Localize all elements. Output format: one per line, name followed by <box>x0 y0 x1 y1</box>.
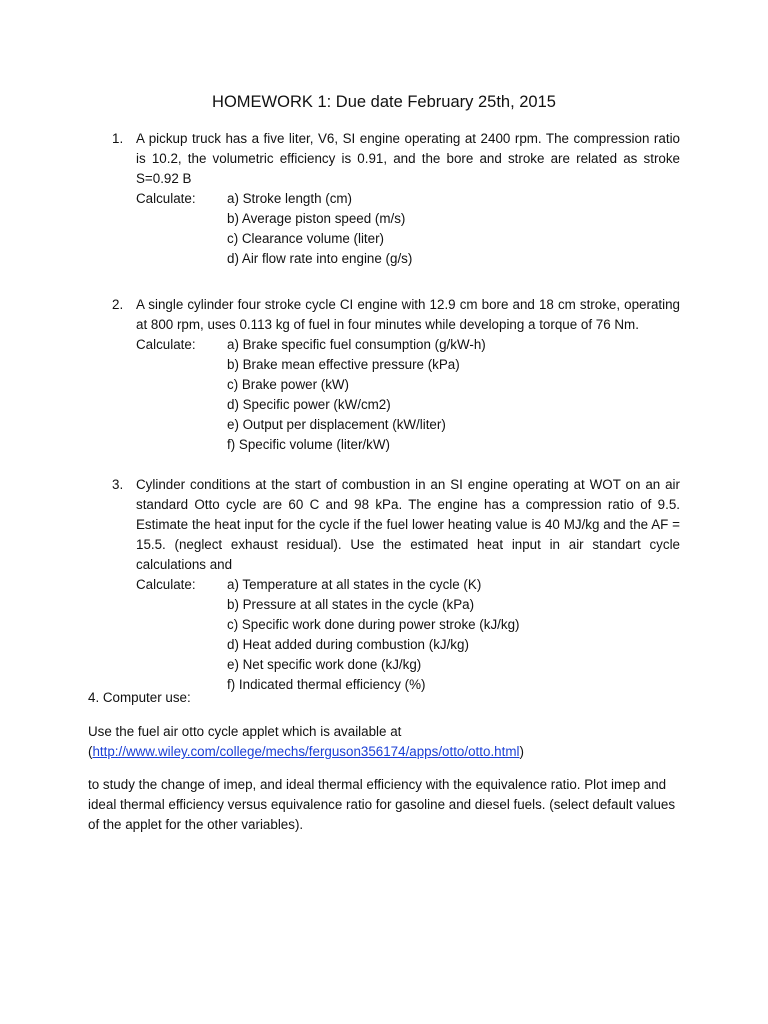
problem-number: 2. <box>112 297 124 312</box>
problem-3 <box>112 475 680 695</box>
calc-item: d) Specific power (kW/cm2) <box>227 397 391 412</box>
problem-text: Cylinder conditions at the start of combustion in an SI engine operating at WOT on an air standard Otto cycle are 60 C and 98 kPa. The engine has a compression ratio of 9.5. Estimate the heat input for the cycle if the fuel lower heating value is 40 MJ/kg and the AF = 15.5. (neglect exhaust residual). Use the estimated heat input in air standart cycle calculations and <box>136 477 680 572</box>
problem-text: A pickup truck has a five liter, V6, SI engine operating at 2400 rpm. The compression ratio is 10.2, the volumetric efficiency is 0.91, and the bore and stroke are related as stroke S=0.92 B <box>136 131 680 186</box>
link-open-paren: ( <box>88 744 93 759</box>
calc-item: b) Average piston speed (m/s) <box>227 211 406 226</box>
calc-item: f) Indicated thermal efficiency (%) <box>227 677 426 692</box>
calc-item: d) Air flow rate into engine (g/s) <box>227 251 413 266</box>
calculate-label: Calculate: <box>136 577 196 592</box>
applet-instructions: to study the change of imep, and ideal thermal efficiency with the equivalence ratio. Plot imep and ideal thermal efficiency versus equivalence ratio for gasoline and diesel fuels. (select default values of the applet for the other variables). <box>88 777 676 832</box>
problem-text: A single cylinder four stroke cycle CI engine with 12.9 cm bore and 18 cm stroke, operating at 800 rpm, uses 0.113 kg of fuel in four minutes while developing a torque of 76 Nm. <box>136 297 680 332</box>
calc-item: f) Specific volume (liter/kW) <box>227 437 390 452</box>
calc-item: d) Heat added during combustion (kJ/kg) <box>227 637 469 652</box>
calc-item: e) Output per displacement (kW/liter) <box>227 417 446 432</box>
calculate-label: Calculate: <box>136 337 196 352</box>
problem-number: 3. <box>112 477 124 492</box>
calc-item: a) Brake specific fuel consumption (g/kW-h) <box>227 337 486 352</box>
applet-intro-text: Use the fuel air otto cycle applet which is available at <box>88 724 402 739</box>
problem-4-heading: 4. Computer use: <box>88 690 191 705</box>
applet-intro <box>88 722 688 762</box>
calc-items <box>227 575 680 695</box>
calc-item: b) Pressure at all states in the cycle (kPa) <box>227 597 475 612</box>
calc-items <box>227 189 680 269</box>
document-title: HOMEWORK 1: Due date February 25th, 2015 <box>212 93 556 111</box>
calc-items <box>227 335 680 455</box>
applet-link[interactable]: http://www.wiley.com/college/mechs/ferguson356174/apps/otto/otto.html <box>92 744 520 759</box>
calc-item: c) Brake power (kW) <box>227 377 350 392</box>
problem-2 <box>112 295 680 455</box>
link-close-paren: ) <box>519 744 524 759</box>
calc-item: a) Stroke length (cm) <box>227 191 353 206</box>
calc-item: e) Net specific work done (kJ/kg) <box>227 657 422 672</box>
calc-item: b) Brake mean effective pressure (kPa) <box>227 357 460 372</box>
calc-item: c) Specific work done during power stroke (kJ/kg) <box>227 617 520 632</box>
calculate-label: Calculate: <box>136 191 196 206</box>
problem-number: 1. <box>112 131 124 146</box>
calc-item: a) Temperature at all states in the cycle (K) <box>227 577 482 592</box>
calc-item: c) Clearance volume (liter) <box>227 231 385 246</box>
problem-1 <box>112 129 680 269</box>
